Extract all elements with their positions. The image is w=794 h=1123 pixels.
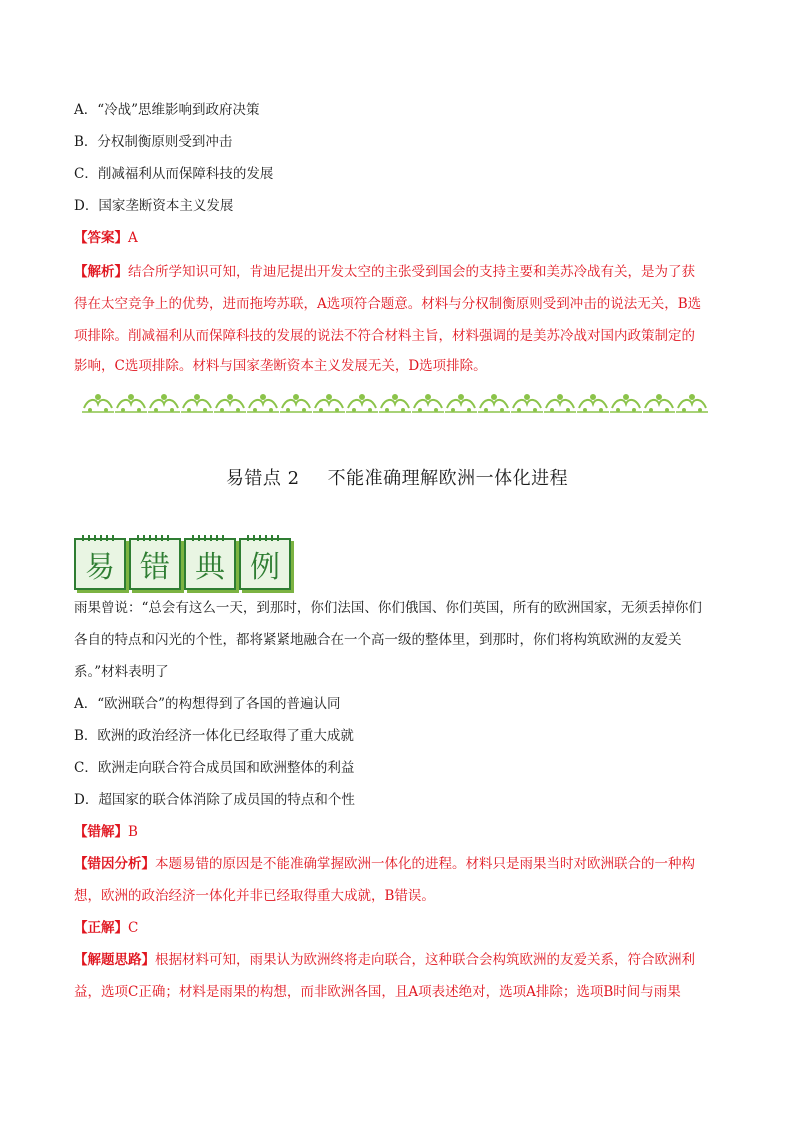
cause-text: 本题易错的原因是不能准确掌握欧洲一体化的进程。材料只是雨果当时对欧洲联合的一种构 <box>155 856 695 872</box>
q1-analysis-line-2: 得在太空竞争上的优势，进而拖垮苏联，A选项符合题意。材料与分权制衡原则受到冲击的说法无关，B选 <box>74 296 702 312</box>
badge-row <box>74 538 291 590</box>
correct-tag: 【正解】 <box>74 920 128 936</box>
q1-analysis-line-1 <box>74 262 724 282</box>
ornament-unit <box>115 394 147 412</box>
badge-char: 典 <box>195 550 225 585</box>
ornament-unit <box>478 394 510 412</box>
q2-option-d: D．超国家的联合体消除了成员国的特点和个性 <box>74 792 355 808</box>
badge-cuo <box>129 538 181 590</box>
q1-option-c: C．削减福利从而保障科技的发展 <box>74 166 274 182</box>
q1-analysis-line-3: 项排除。削减福利从而保障科技的发展的说法不符合材料主旨，材料强调的是美苏冷战对国内政策制定的 <box>74 328 695 344</box>
q1-answer <box>74 228 724 248</box>
ornament-unit <box>148 394 180 412</box>
cause-tag: 【错因分析】 <box>74 856 155 872</box>
q2-cause-line-1 <box>74 854 724 874</box>
ornament-unit <box>544 394 576 412</box>
ornament-unit <box>610 394 642 412</box>
section-number: 易错点 2 <box>225 468 300 489</box>
ornament-unit <box>412 394 444 412</box>
q2-idea-line-1 <box>74 950 724 970</box>
q2-stem-line-1: 雨果曾说：“总会有这么一天，到那时，你们法国、你们俄国、你们英国，所有的欧洲国家，无须丢掉你们 <box>74 600 702 616</box>
analysis-text: 结合所学知识可知，肯迪尼提出开发太空的主张受到国会的支持主要和美苏冷战有关，是为了获 <box>128 264 695 280</box>
ornament-unit <box>181 394 213 412</box>
q1-option-b: B．分权制衡原则受到冲击 <box>74 134 233 150</box>
ornament-unit <box>676 394 708 412</box>
ornament-unit <box>313 394 345 412</box>
q1-analysis-line-4: 影响，C选项排除。材料与国家垄断资本主义发展无关，D选项排除。 <box>74 358 487 374</box>
q2-stem-line-2: 各自的特点和闪光的个性，都将紧紧地融合在一个高一级的整体里，到那时，你们将构筑欧洲的友爱关 <box>74 632 682 648</box>
ornament-unit <box>379 394 411 412</box>
ornament-unit <box>82 394 114 412</box>
q2-cause-line-2: 想，欧洲的政治经济一体化并非已经取得重大成就，B错误。 <box>74 888 435 904</box>
badge-char: 易 <box>85 550 115 585</box>
idea-tag: 【解题思路】 <box>74 952 155 968</box>
ornament-unit <box>214 394 246 412</box>
q2-idea-line-2: 益，选项C正确；材料是雨果的构想，而非欧洲各国，且A项表述绝对，选项A排除；选项B时间与雨果 <box>74 984 681 1000</box>
answer-tag: 【答案】 <box>74 230 128 246</box>
analysis-tag: 【解析】 <box>74 264 128 280</box>
ornament-unit <box>247 394 279 412</box>
ornament-unit <box>577 394 609 412</box>
answer-value: A <box>128 230 138 246</box>
wrong-value: B <box>128 824 138 840</box>
ornament-unit <box>643 394 675 412</box>
badge-yi <box>74 538 126 590</box>
idea-text: 根据材料可知，雨果认为欧洲终将走向联合，这种联合会构筑欧洲的友爱关系，符合欧洲利 <box>155 952 695 968</box>
q2-option-c: C．欧洲走向联合符合成员国和欧洲整体的利益 <box>74 760 355 776</box>
q2-option-b: B．欧洲的政治经济一体化已经取得了重大成就 <box>74 728 354 744</box>
ornament-unit <box>346 394 378 412</box>
badge-li <box>239 538 291 590</box>
ornament-divider-icon <box>82 390 712 416</box>
q2-correct-answer <box>74 918 724 938</box>
ornament-unit <box>445 394 477 412</box>
q1-option-a: A．“冷战”思维影响到政府决策 <box>74 102 260 118</box>
correct-value: C <box>128 920 139 936</box>
ornament-unit <box>511 394 543 412</box>
q2-option-a: A．“欧洲联合”的构想得到了各国的普遍认同 <box>74 696 341 712</box>
q2-stem-line-3: 系。”材料表明了 <box>74 664 169 680</box>
q1-option-d: D．国家垄断资本主义发展 <box>74 198 234 214</box>
section-heading <box>0 464 794 490</box>
badge-char: 错 <box>140 550 170 585</box>
section-title: 不能准确理解欧洲一体化进程 <box>327 468 569 489</box>
badge-char: 例 <box>250 550 280 585</box>
ornament-unit <box>280 394 312 412</box>
wrong-tag: 【错解】 <box>74 824 128 840</box>
q2-wrong-answer <box>74 822 724 842</box>
badge-dian <box>184 538 236 590</box>
